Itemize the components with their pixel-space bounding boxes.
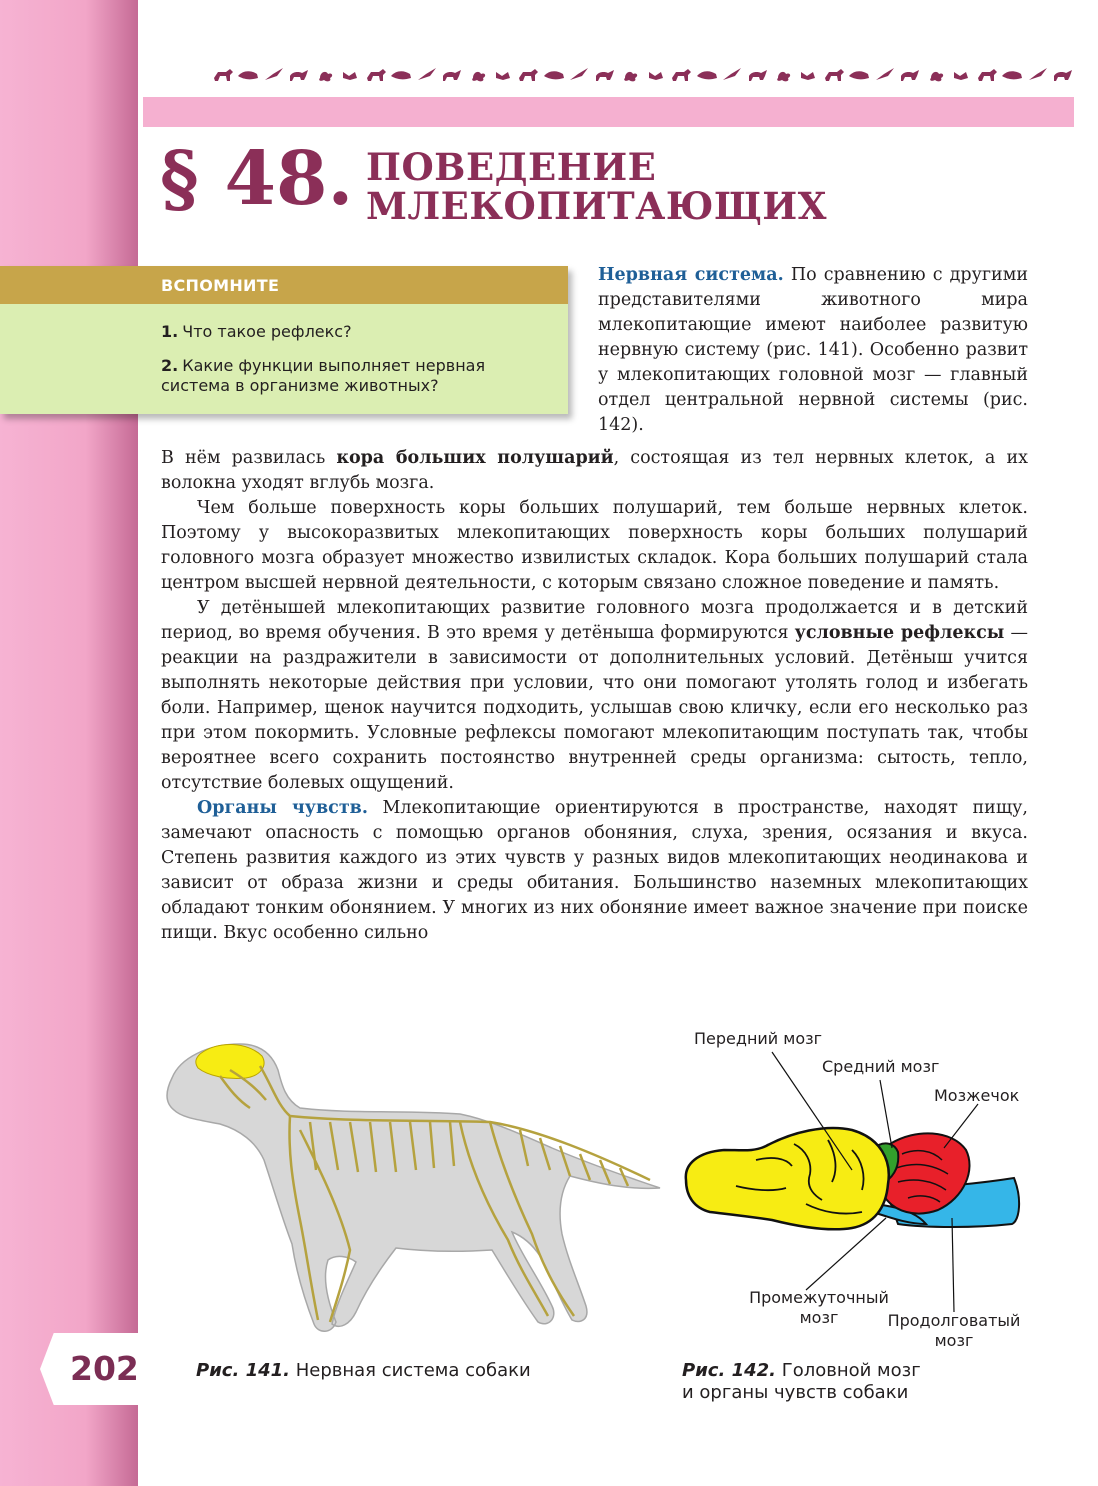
reflex-term: условные рефлексы: [794, 623, 1005, 643]
senses-text: Млекопитающие ориентируются в пространстве, находят пищу, замечают опасность с помощью органов обоняния, слуха, зрения, осязания и вкуса. Степень развития каждого из этих чувств у разных видов млекопитающих неодинакова и зависит от образа жизни и среды обитания. Большинство наземных млекопитающих обладают тонким обонянием. У многих из них обоняние имеет важное значение при поиске пищи. Вкус особенно сильно: [161, 798, 1028, 943]
animal-silhouette-icon: [212, 66, 234, 84]
animal-silhouette-icon: [696, 66, 718, 84]
fig142-caption-text1: Головной мозг: [776, 1360, 921, 1381]
animal-silhouette-icon: [899, 66, 921, 84]
label-medulla: [884, 1311, 1024, 1351]
animal-silhouette-icon: [263, 66, 285, 84]
section-number: § 48.: [160, 136, 354, 222]
animal-silhouette-icon: [976, 66, 998, 84]
header-pink-bar: [143, 97, 1074, 127]
animal-silhouette-icon: [441, 66, 463, 84]
animal-silhouette-icon: [874, 66, 896, 84]
recall-heading: ВСПОМНИТЕ: [0, 266, 568, 304]
senses-heading: Органы чувств.: [197, 798, 368, 818]
dog-silhouette: [167, 1044, 660, 1331]
section-title: [366, 145, 827, 228]
animal-silhouette-icon: [747, 66, 769, 84]
animal-silhouette-icon: [1027, 66, 1049, 84]
animal-silhouette-icon: [950, 66, 972, 84]
brain-label-leaders: [676, 1040, 1056, 1320]
animal-silhouette-icon: [288, 66, 310, 84]
label-diencephalon-line2: мозг: [799, 1308, 839, 1327]
animal-silhouette-icon: [416, 66, 438, 84]
label-cerebellum: Мозжечок: [934, 1086, 1020, 1105]
section-title-line2: МЛЕКОПИТАЮЩИХ: [366, 184, 827, 228]
label-medulla-line2: мозг: [934, 1331, 974, 1350]
animal-silhouette-icon: [467, 66, 489, 84]
animal-silhouette-icon: [492, 66, 514, 84]
label-diencephalon-line1: Промежуточный: [749, 1288, 889, 1307]
fig142-caption-label: Рис. 142.: [682, 1360, 776, 1381]
animal-silhouette-icon: [1052, 66, 1074, 84]
cortex-term: кора больших полушарий: [336, 448, 614, 468]
recall-item-1: [161, 322, 551, 342]
animal-silhouette-strip: [212, 62, 1074, 88]
recall-item-1-num: 1.: [161, 322, 179, 341]
dog-nervous-system-figure: [160, 1030, 670, 1340]
nervous-system-heading: Нервная система.: [598, 265, 784, 285]
page-number: 202: [70, 1349, 139, 1388]
label-medulla-line1: Продолговатый: [887, 1311, 1021, 1330]
animal-silhouette-icon: [619, 66, 641, 84]
animal-silhouette-icon: [390, 66, 412, 84]
paragraph-senses: [161, 796, 1028, 946]
animal-silhouette-icon: [594, 66, 616, 84]
reflex-text-a: У детёнышей млекопитающих развитие головного мозга продолжается и в детский период, во время обучения. В это время у детёныша формируются: [161, 598, 1028, 643]
recall-item-2-text: Какие функции выполняет нервная система в организме животных?: [161, 356, 486, 395]
animal-silhouette-icon: [237, 66, 259, 84]
fig142-caption-text2: и органы чувств собаки: [682, 1382, 909, 1403]
recall-item-2: [161, 356, 551, 396]
left-color-band: [0, 0, 138, 1486]
cortex-text-b: , состоящая из тел нервных клеток, а их волокна уходят вглубь мозга.: [161, 448, 1028, 493]
cortex-text-a: В нём развилась: [161, 448, 337, 468]
animal-silhouette-icon: [645, 66, 667, 84]
fig141-caption: [196, 1360, 531, 1382]
animal-silhouette-icon: [721, 66, 743, 84]
nervous-system-intro-text: По сравнению с другими представителями животного мира млекопитающие имеют наиболее развитую нервную систему (рис. 141). Особенно развит у млекопитающих головной мозг — главный отдел центральной нервной системы (рис. 142).: [598, 265, 1028, 435]
animal-silhouette-icon: [925, 66, 947, 84]
animal-silhouette-icon: [314, 66, 336, 84]
fig141-caption-label: Рис. 141.: [196, 1360, 290, 1381]
animal-silhouette-icon: [339, 66, 361, 84]
label-forebrain: Передний мозг: [694, 1029, 823, 1048]
reflex-text-b: — реакции на раздражители в зависимости от дополнительных условий. Детёныш учится выполнять некоторые действия при условии, что они помогают утолять голод и избегать боли. Например, щенок научится подходить, услышав свою кличку, если его несколько раз при этом покормить. Условные рефлексы помогают млекопитающим поступать так, чтобы вероятнее всего сохранить постоянство внутренней среды организма: сытость, тепло, отсутствие болевых ощущений.: [161, 623, 1028, 793]
nervous-system-intro: [598, 263, 1028, 438]
animal-silhouette-icon: [772, 66, 794, 84]
section-title-line1: ПОВЕДЕНИЕ: [366, 145, 657, 189]
animal-silhouette-icon: [670, 66, 692, 84]
fig142-caption: [682, 1360, 921, 1404]
recall-item-2-num: 2.: [161, 356, 179, 375]
animal-silhouette-icon: [823, 66, 845, 84]
animal-silhouette-icon: [797, 66, 819, 84]
paragraph-conditioned-reflexes: [161, 596, 1028, 796]
fig141-caption-text: Нервная система собаки: [290, 1360, 531, 1381]
paragraph-cortex-surface: Чем больше поверхность коры больших полушарий, тем больше нервных клеток. Поэтому у высокоразвитых млекопитающих поверхность коры больших полушарий головного мозга образует множество извилистых складок. Кора больших полушарий стала центром высшей нервной деятельности, с которым связано сложное поведение и память.: [161, 498, 1028, 593]
animal-silhouette-icon: [568, 66, 590, 84]
recall-box: [0, 266, 568, 414]
animal-silhouette-icon: [365, 66, 387, 84]
animal-silhouette-icon: [543, 66, 565, 84]
label-midbrain: Средний мозг: [822, 1057, 940, 1076]
label-diencephalon: [746, 1288, 892, 1328]
animal-silhouette-icon: [848, 66, 870, 84]
animal-silhouette-icon: [1001, 66, 1023, 84]
paragraph-cortex: [161, 446, 1028, 496]
main-text: [161, 446, 1028, 946]
recall-item-1-text: Что такое рефлекс?: [182, 322, 352, 341]
animal-silhouette-icon: [517, 66, 539, 84]
